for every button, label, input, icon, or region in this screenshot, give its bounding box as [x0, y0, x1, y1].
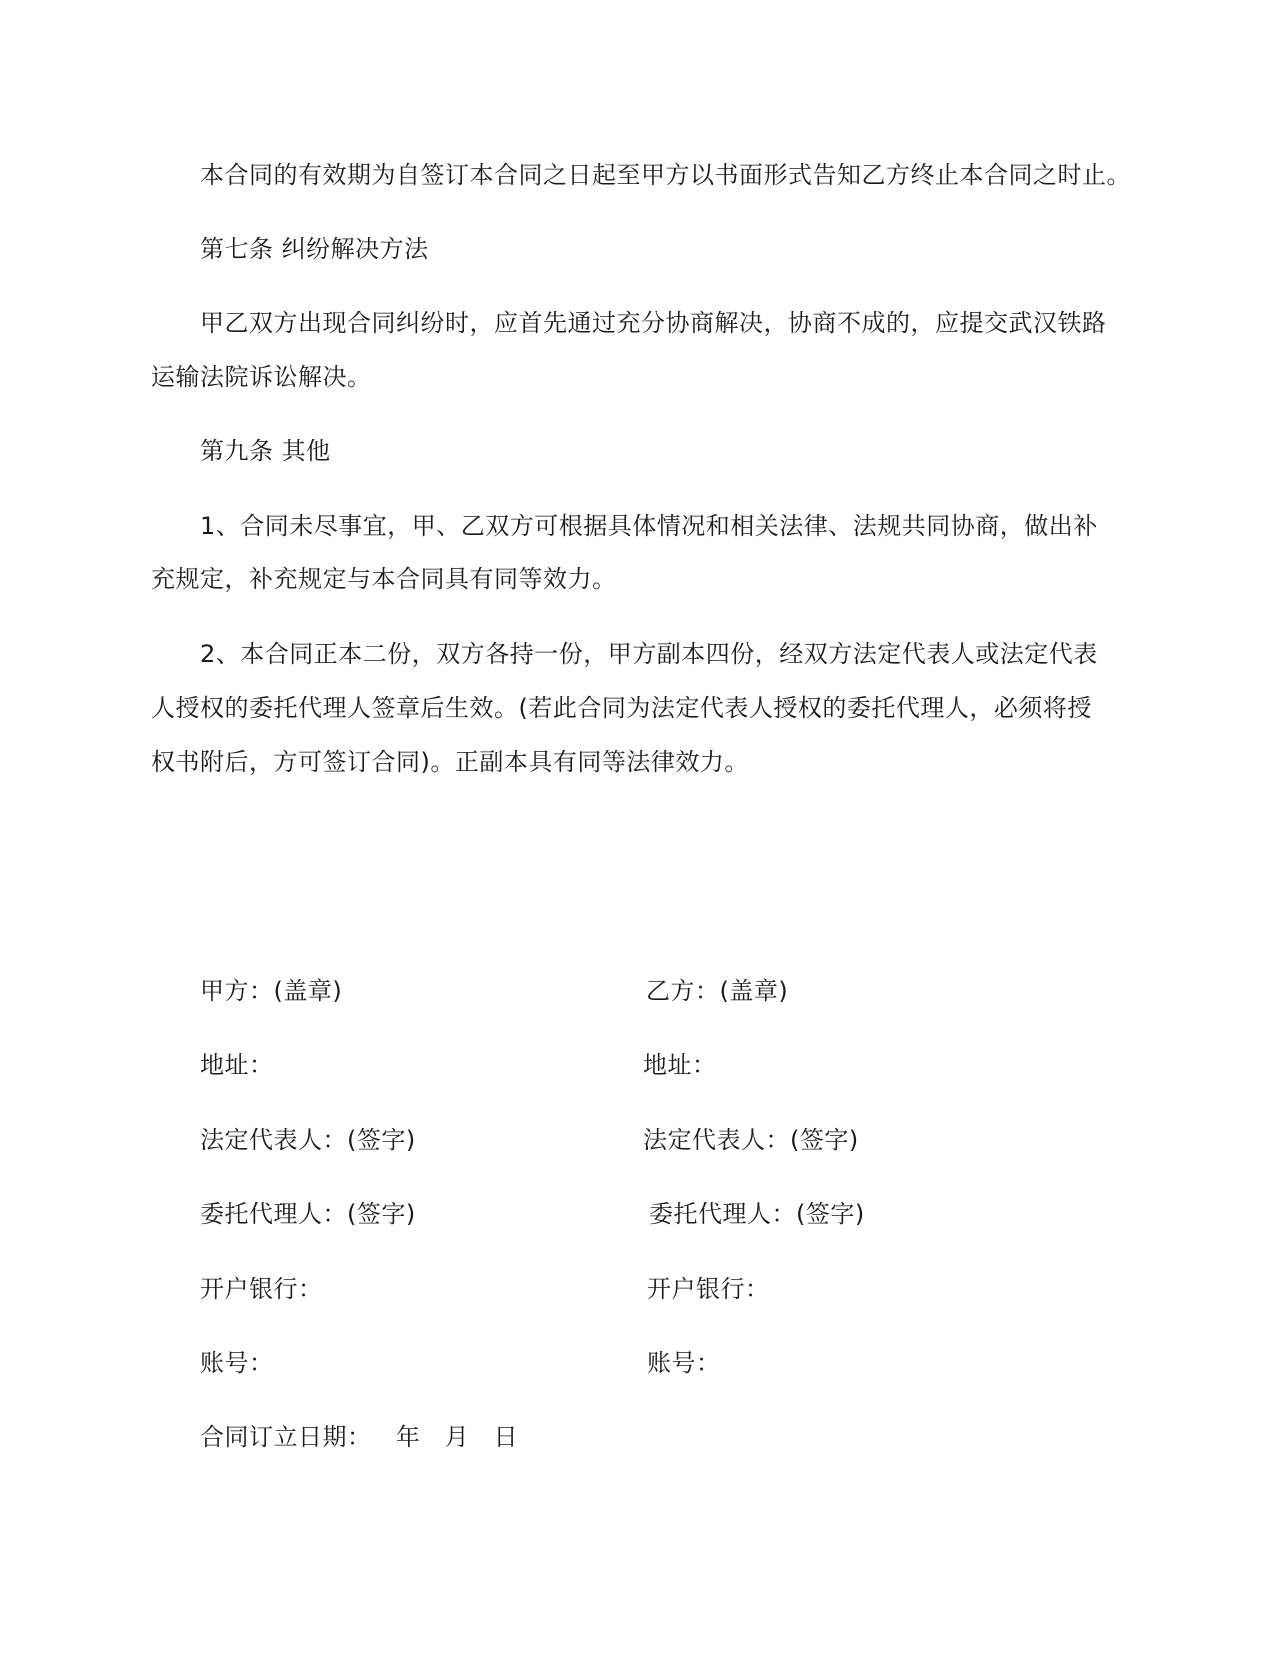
- clause2-line1: 2、本合同正本二份，双方各持一份，甲方副本四份，经双方法定代表人或法定代表: [200, 640, 1098, 668]
- party-b-address: 地址：: [643, 1051, 717, 1079]
- party-b-agent: 委托代理人：(签字): [649, 1200, 865, 1228]
- clause1-line2: 充规定，补充规定与本合同具有同等效力。: [151, 565, 617, 593]
- clause1-line1: 1、合同未尽事宜，甲、乙双方可根据具体情况和相关法律、法规共同协商，做出补: [200, 512, 1098, 540]
- article7-heading: 第七条 纠纷解决方法: [200, 235, 429, 263]
- party-b-account: 账号：: [647, 1349, 721, 1377]
- party-a-bank: 开户银行：: [200, 1275, 323, 1303]
- validity-clause: 本合同的有效期为自签订本合同之日起至甲方以书面形式告知乙方终止本合同之时止。: [200, 161, 1131, 189]
- party-a-agent: 委托代理人：(签字): [200, 1200, 416, 1228]
- article7-text-line1: 甲乙双方出现合同纠纷时，应首先通过充分协商解决，协商不成的，应提交武汉铁路: [200, 309, 1107, 337]
- party-a-seal: 甲方：(盖章): [200, 977, 343, 1005]
- party-b-bank: 开户银行：: [647, 1275, 770, 1303]
- article9-heading: 第九条 其他: [200, 437, 331, 465]
- clause2-line2: 人授权的委托代理人签章后生效。(若此合同为法定代表人授权的委托代理人，必须将授: [151, 694, 1092, 722]
- contract-date: 合同订立日期： 年 月 日: [200, 1423, 519, 1451]
- party-a-account: 账号：: [200, 1349, 274, 1377]
- party-b-legal-rep: 法定代表人：(签字): [643, 1126, 859, 1154]
- article7-text-line2: 运输法院诉讼解决。: [151, 363, 372, 391]
- party-a-address: 地址：: [200, 1051, 274, 1079]
- party-a-legal-rep: 法定代表人：(签字): [200, 1126, 416, 1154]
- clause2-line3: 权书附后，方可签订合同)。正副本具有同等法律效力。: [151, 748, 749, 776]
- party-b-seal: 乙方：(盖章): [646, 977, 789, 1005]
